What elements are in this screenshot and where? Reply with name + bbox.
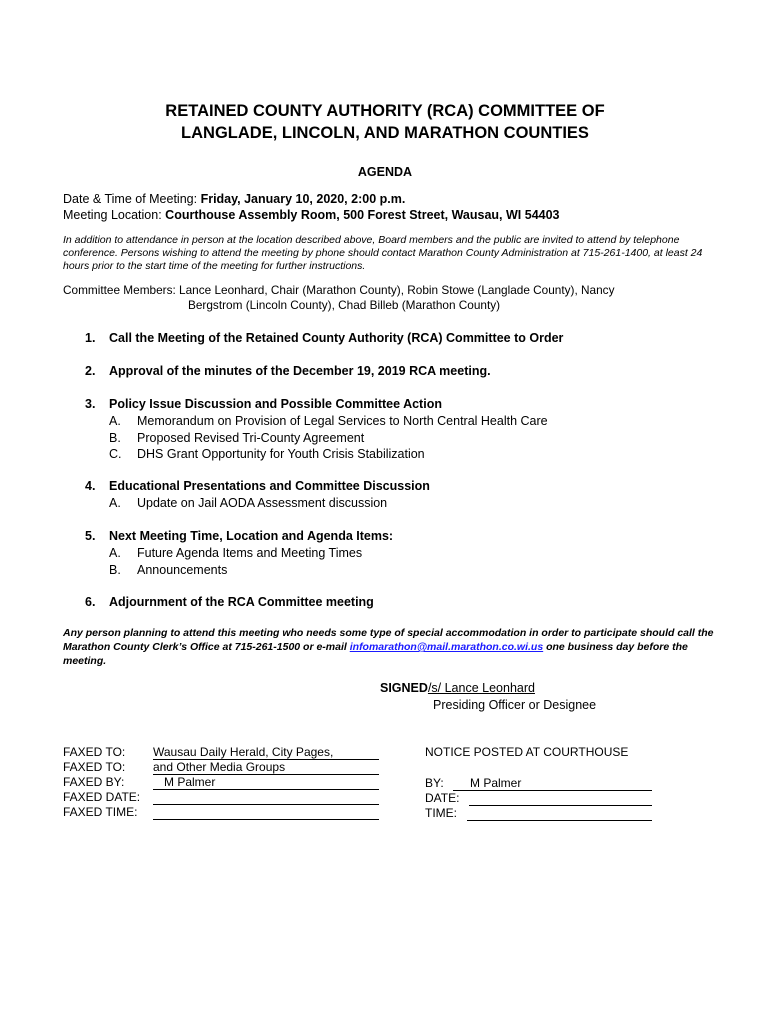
- accommodation-notice: [63, 626, 723, 668]
- subitem-text: Memorandum on Provision of Legal Services to North Central Health Care: [137, 414, 548, 428]
- faxed-to-label-2: FAXED TO:: [63, 760, 126, 774]
- faxed-to-value-2: and Other Media Groups: [153, 760, 379, 775]
- agenda-item-text: Approval of the minutes of the December 19, 2019 RCA meeting.: [109, 364, 491, 378]
- faxed-by-value: M Palmer: [164, 775, 216, 789]
- subitem-text: Proposed Revised Tri-County Agreement: [137, 430, 365, 445]
- document-title-line1: RETAINED COUNTY AUTHORITY (RCA) COMMITTEE OF: [165, 102, 605, 120]
- signature-line: [380, 681, 633, 695]
- faxed-to-value-1: Wausau Daily Herald, City Pages,: [153, 745, 379, 760]
- agenda-item-number: 4.: [85, 479, 96, 493]
- agenda-item: [85, 331, 563, 345]
- faxed-to-label: FAXED TO:: [63, 745, 126, 759]
- meeting-time-label: Date & Time of Meeting:: [63, 192, 198, 206]
- agenda-item-number: 6.: [85, 595, 96, 609]
- committee-members: [63, 283, 614, 313]
- posted-date-field: [469, 791, 652, 806]
- posted-by-field: [453, 776, 652, 791]
- signed-value: /s/ Lance Leonhard: [427, 681, 535, 695]
- agenda-item: [85, 397, 442, 411]
- subitem-letter: A.: [109, 414, 121, 428]
- meeting-location-label: Meeting Location:: [63, 208, 162, 222]
- faxed-date-label: FAXED DATE:: [63, 790, 141, 804]
- agenda-item-number: 3.: [85, 397, 96, 411]
- faxed-time-field: [153, 805, 379, 820]
- subitem-text: DHS Grant Opportunity for Youth Crisis Stabilization: [137, 447, 425, 461]
- signed-label: SIGNED: [380, 681, 428, 695]
- posted-date-label: DATE:: [425, 791, 460, 805]
- faxed-by-field: [153, 775, 379, 790]
- agenda-subitem: [109, 562, 362, 579]
- posted-by-label: BY:: [425, 776, 444, 790]
- phone-attendance-note: In addition to attendance in person at the location described above, Board members and the public are invited to attend by telephone conference. Persons wishing to attend the meeting by phone should contact Marathon County Administration at 715-261-1400, at least 24 hours prior to the start time of the meeting for further instructions.: [63, 234, 703, 272]
- agenda-subitems: [109, 413, 548, 463]
- agenda-item-text: Adjournment of the RCA Committee meeting: [109, 595, 374, 609]
- subitem-letter: B.: [109, 430, 121, 445]
- committee-members-line2: Bergstrom (Lincoln County), Chad Billeb (Marathon County): [188, 298, 501, 312]
- agenda-subitem: [109, 545, 362, 562]
- notice-posted-heading: NOTICE POSTED AT COURTHOUSE: [425, 745, 629, 759]
- subitem-letter: C.: [109, 447, 122, 461]
- agenda-subitem: [109, 495, 387, 512]
- presiding-officer: Presiding Officer or Designee: [433, 698, 597, 712]
- agenda-item-number: 2.: [85, 364, 96, 378]
- faxed-time-label: FAXED TIME:: [63, 805, 138, 819]
- clerk-email-link[interactable]: infomarathon@mail.marathon.co.wi.us: [349, 641, 544, 653]
- committee-members-label: Committee Members:: [63, 283, 176, 297]
- agenda-item-number: 5.: [85, 529, 96, 543]
- agenda-item: [85, 364, 491, 378]
- meeting-location-line: [63, 208, 560, 222]
- agenda-item-number: 1.: [85, 331, 96, 345]
- faxed-date-field: [153, 790, 379, 805]
- faxed-by-label: FAXED BY:: [63, 775, 125, 789]
- agenda-subitem: [109, 413, 548, 430]
- agenda-item-text: Educational Presentations and Committee Discussion: [109, 479, 430, 493]
- posted-by-value: M Palmer: [470, 776, 522, 790]
- agenda-item: [85, 479, 430, 493]
- accommodation-text: Any person planning to attend this meeting who needs some type of special accommodation in order to participate should call the Marathon County Clerk’s Office at 715-261-1500 or e-mail: [63, 627, 714, 653]
- accommodation-text-end: one business day before the meeting.: [63, 641, 688, 667]
- posted-time-field: [467, 806, 652, 821]
- agenda-item: [85, 595, 374, 609]
- agenda-heading: AGENDA: [357, 165, 413, 179]
- subitem-text: Update on Jail AODA Assessment discussion: [137, 496, 388, 510]
- committee-members-line1: Lance Leonhard, Chair (Marathon County), Robin Stowe (Langlade County), Nancy: [179, 283, 615, 297]
- agenda-subitem: [109, 446, 548, 463]
- agenda-subitems: [109, 495, 387, 512]
- subitem-text: Future Agenda Items and Meeting Times: [137, 546, 363, 560]
- agenda-subitems: [109, 545, 362, 578]
- agenda-item: [85, 529, 393, 543]
- subitem-letter: A.: [109, 546, 121, 560]
- meeting-time-value: Friday, January 10, 2020, 2:00 p.m.: [200, 192, 406, 206]
- agenda-item-text: Call the Meeting of the Retained County Authority (RCA) Committee to Order: [109, 331, 564, 345]
- document-title-line2: LANGLADE, LINCOLN, AND MARATHON COUNTIES: [181, 124, 589, 142]
- agenda-subitem: [109, 430, 548, 447]
- subitem-text: Announcements: [137, 562, 228, 577]
- subitem-letter: B.: [109, 562, 121, 577]
- posted-time-label: TIME:: [425, 806, 457, 820]
- agenda-item-text: Policy Issue Discussion and Possible Committee Action: [109, 397, 442, 411]
- agenda-item-text: Next Meeting Time, Location and Agenda Items:: [109, 529, 394, 543]
- subitem-letter: A.: [109, 496, 121, 510]
- meeting-time-line: [63, 192, 405, 206]
- meeting-location-value: Courthouse Assembly Room, 500 Forest Street, Wausau, WI 54403: [165, 208, 560, 222]
